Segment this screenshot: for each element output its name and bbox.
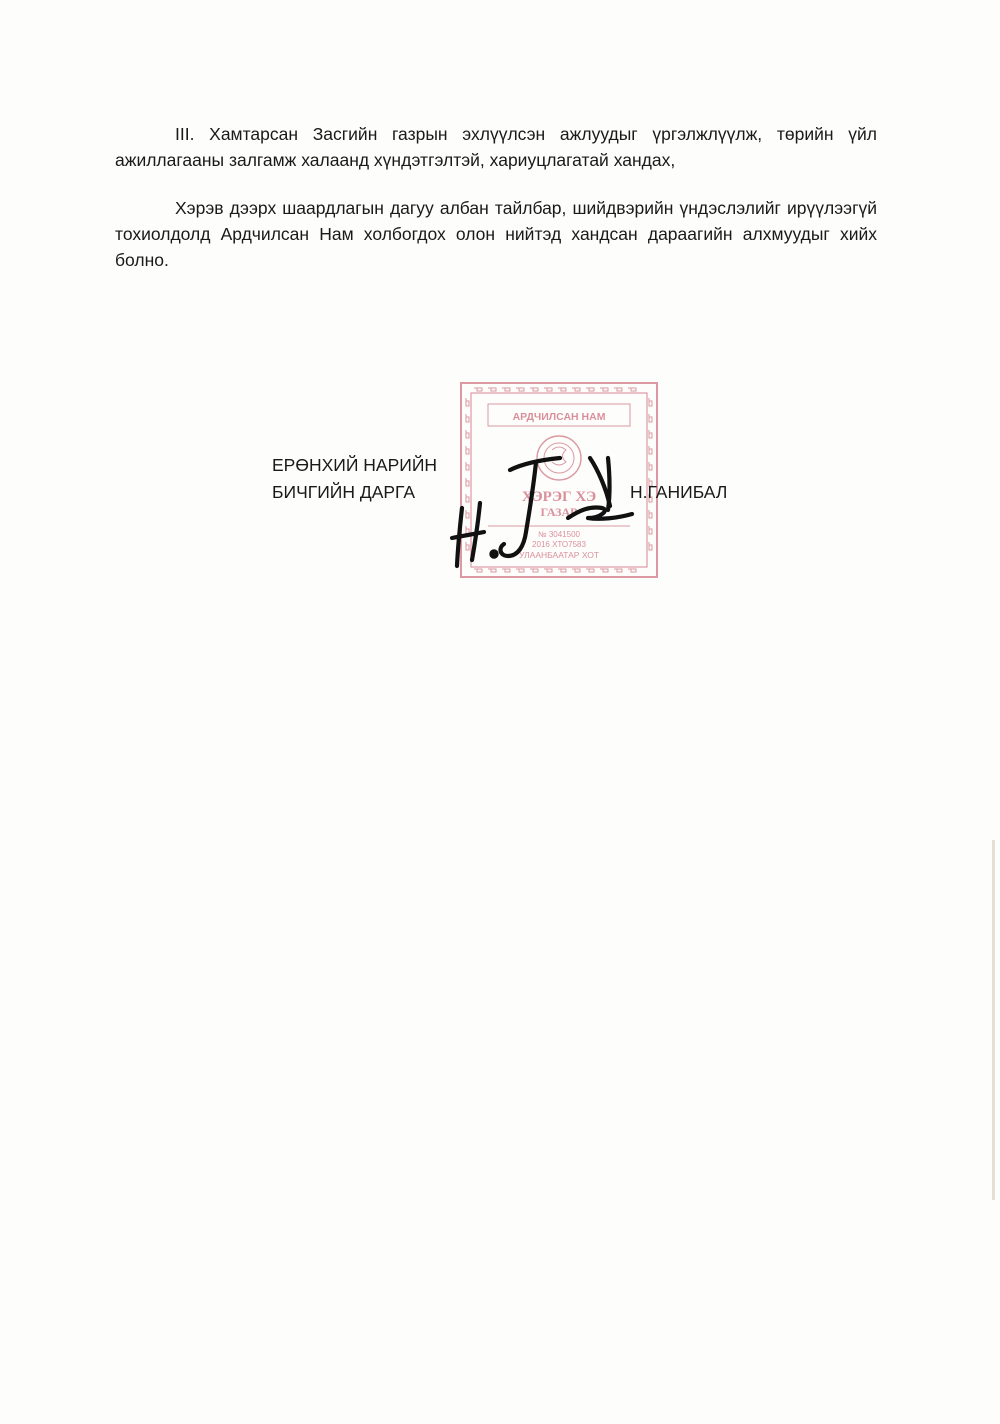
paragraph-1-text: III. Хамтарсан Засгийн газрын эхлүүлсэн ажлуудыг үргэлжлүүлж, төрийн үйл ажиллагааны залгамж халаанд хүндэтгэлтэй, хариуцлагатай хандах, bbox=[115, 124, 877, 170]
svg-text:2016 ХТО7583: 2016 ХТО7583 bbox=[532, 540, 586, 549]
svg-text:АРДЧИЛСАН НАМ: АРДЧИЛСАН НАМ bbox=[512, 411, 606, 423]
signatory-title-line-1: ЕРӨНХИЙ НАРИЙН bbox=[272, 455, 438, 475]
paragraph-1 bbox=[115, 121, 877, 173]
svg-text:УЛААНБААТАР ХОТ: УЛААНБААТАР ХОТ bbox=[518, 550, 600, 560]
signatory-title bbox=[272, 452, 437, 506]
scan-edge-mark bbox=[991, 840, 997, 1200]
svg-text:№ 3041500: № 3041500 bbox=[538, 530, 580, 539]
svg-text:ХЭРЭГ ХЭ: ХЭРЭГ ХЭ bbox=[521, 489, 597, 505]
signatory-name: Н.ГАНИБАЛ bbox=[630, 482, 728, 502]
signatory-title-line-2: БИЧГИЙН ДАРГА bbox=[272, 482, 416, 502]
paragraph-2-text: Хэрэв дээрх шаардлагын дагуу албан тайлбар, шийдвэрийн үндэслэлийг ирүүлээгүй тохиолдолд Ардчилсан Нам холбогдох олон нийтэд хандсан дараагийн алхмуудыг хийх болно. bbox=[115, 198, 877, 270]
paragraph-2 bbox=[115, 195, 877, 273]
handwritten-signature bbox=[440, 448, 635, 578]
svg-text:ГАЗАР: ГАЗАР bbox=[540, 505, 578, 519]
